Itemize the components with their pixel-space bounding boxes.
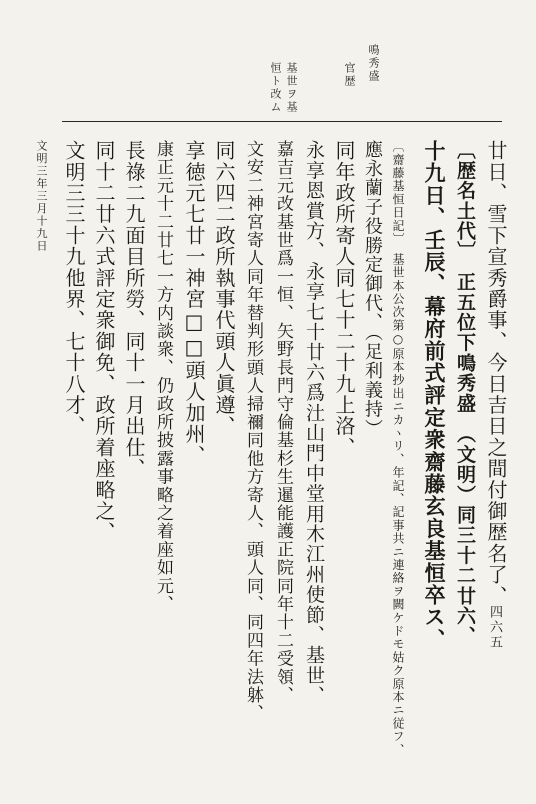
- text-line-13: 長祿二九面目所勞、同十一月出仕、: [122, 140, 146, 480]
- text-line-7: 永享恩賞方、永享七十廿六爲汢山門中堂用木江州使節、基世、: [303, 140, 325, 706]
- text-line-11: 享徳元七廿一神宮□□頭人加州、: [182, 140, 206, 466]
- text-line-1: 廿日、雪下宣秀爵事、今日吉日之間付御歴名了、: [484, 140, 508, 607]
- page-number: 四六五: [487, 605, 502, 650]
- text-line-6: 同年政所寄人同七十二十九上洛、: [332, 140, 356, 458]
- header-note-rename-a: 基世ヲ基: [285, 62, 298, 114]
- header-rule: [62, 121, 502, 122]
- text-line-5: 應永蘭子役勝定御代、（足利義持）: [362, 140, 383, 439]
- footer-date: 文明三年三月十九日: [35, 140, 48, 253]
- text-line-9: 文安二神宮寄人同年替判形頭人掃禰同他方寄人、頭人同、同四年法躰、: [243, 140, 263, 723]
- text-line-15: 文明三三十九他界、七十八才、: [62, 140, 86, 437]
- text-line-14: 同十二廿六式評定衆御免、政所着座略之、: [92, 140, 116, 543]
- header-note-name: 鳴秀盛: [367, 44, 380, 83]
- text-line-2: 〔歴名土代〕 正五位下鳴秀盛 （文明）同三十二廿六、: [454, 140, 476, 647]
- text-line-8: 嘉吉元改基世爲一恒、矢野長門守倫基杉生暹能護正院同年十二受領、: [273, 140, 293, 705]
- text-line-3: 十九日、壬辰、幕府前式評定衆齋藤玄良基恒卒ス、: [422, 140, 447, 651]
- header-note-rename-b: 恒ト改ム: [269, 62, 282, 114]
- header-note-rank: 官歴: [343, 62, 356, 88]
- text-line-4: 〔齋藤基恒日記〕 基世本公次第○原本抄出ニカヽリ、年記、記事共ニ連絡ヲ闕ケドモ姑ク原本ニ従フ、: [391, 140, 405, 757]
- text-line-12: 康正元十二廿七一方内談衆、仍政所披露事略之着座如元、: [153, 140, 173, 614]
- text-line-10: 同六四二政所執事代頭人眞遵、: [212, 140, 236, 437]
